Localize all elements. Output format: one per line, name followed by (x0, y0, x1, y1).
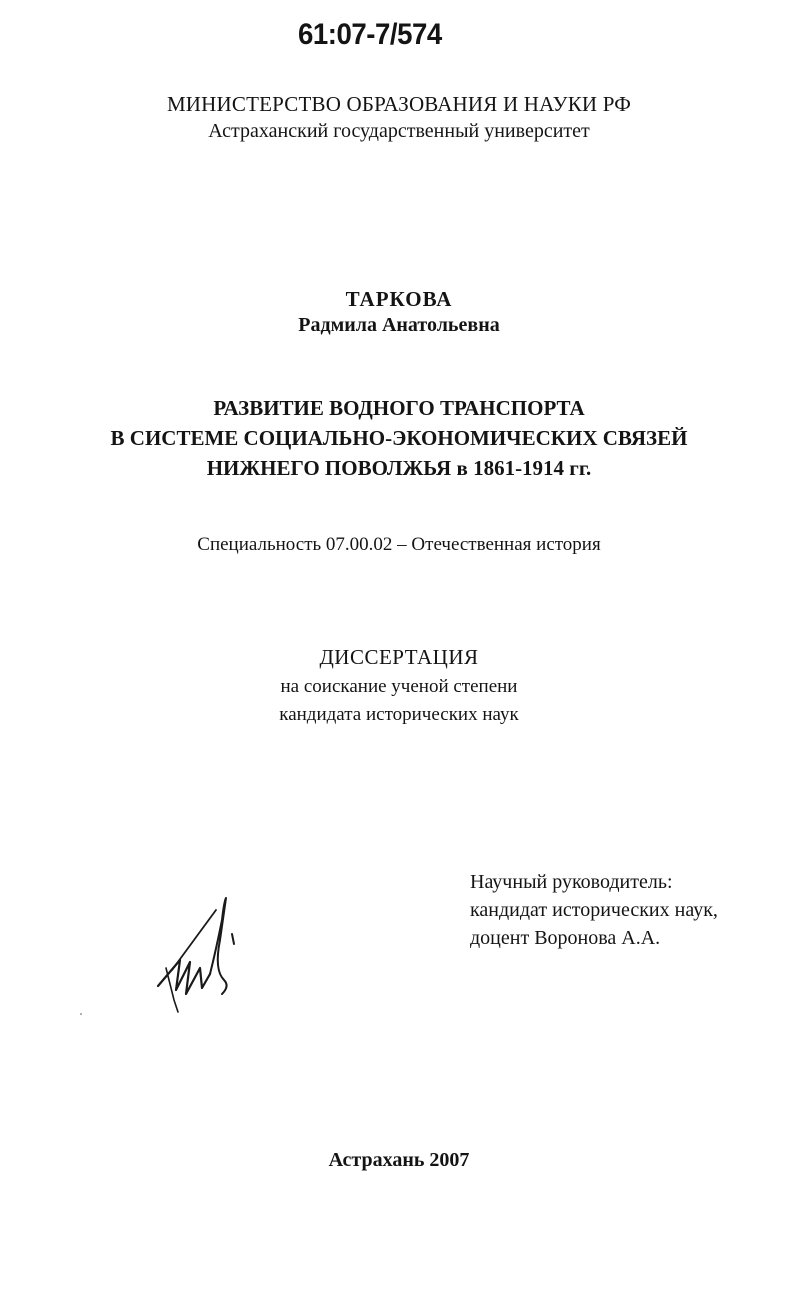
signature-icon (150, 890, 250, 1020)
advisor-line: Научный руководитель: (470, 871, 673, 893)
scientific-advisor (470, 868, 718, 952)
title-line: РАЗВИТИЕ ВОДНОГО ТРАНСПОРТА (213, 396, 585, 420)
city-year: Астрахань 2007 (328, 1149, 470, 1171)
dissertation-title (0, 393, 798, 483)
ministry-name: МИНИСТЕРСТВО ОБРАЗОВАНИЯ И НАУКИ РФ (166, 92, 632, 116)
degree-line: кандидата исторических наук (279, 704, 519, 725)
author-first-name: Радмила Анатольевна (298, 314, 500, 336)
title-line: НИЖНЕГО ПОВОЛЖЬЯ в 1861-1914 гг. (206, 456, 592, 480)
advisor-line: доцент Воронова А.А. (470, 927, 661, 949)
author-surname: ТАРКОВА (345, 287, 453, 311)
title-line: В СИСТЕМЕ СОЦИАЛЬНО-ЭКОНОМИЧЕСКИХ СВЯЗЕЙ (110, 426, 688, 450)
university-name: Астраханский государственный университет (208, 120, 590, 142)
library-stamp-number: 61:07-7/574 (298, 18, 442, 51)
degree-line: на соискание ученой степени (280, 676, 518, 697)
scan-speck (80, 1013, 82, 1015)
advisor-line: кандидат исторических наук, (470, 899, 718, 921)
specialty: Специальность 07.00.02 – Отечественная история (197, 534, 601, 555)
document-type: ДИССЕРТАЦИЯ (319, 645, 479, 669)
